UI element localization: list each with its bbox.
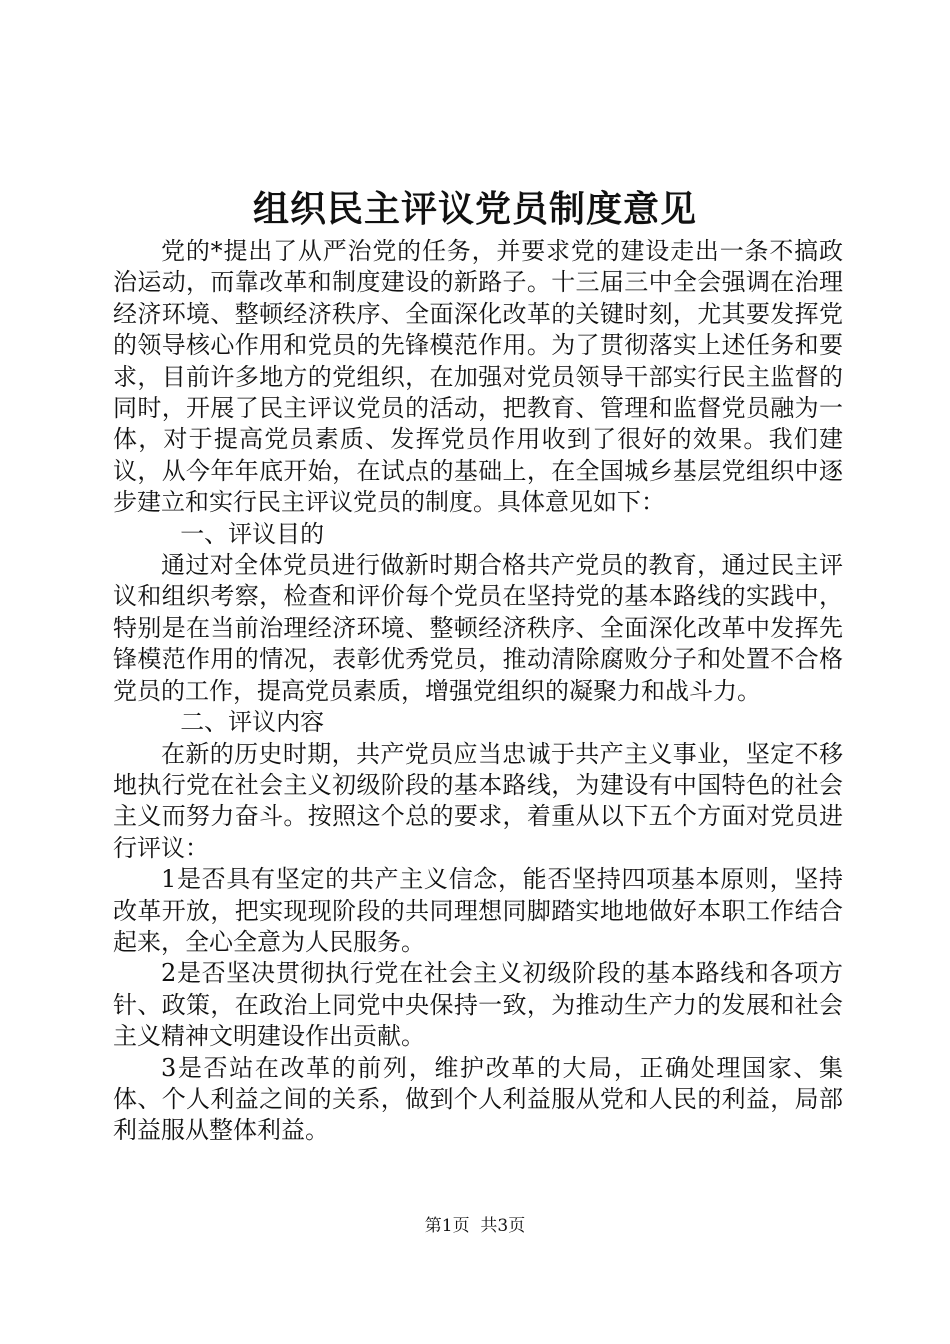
paragraph-content: 在新的历史时期，共产党员应当忠诚于共产主义事业，坚定不移地执行党在社会主义初级阶段的基本路线，为建设有中国特色的社会主义而努力奋斗。按照这个总的要求，着重从以下五个方面对党员进行评议： <box>113 739 843 862</box>
page-number: 第1页 <box>424 1216 470 1236</box>
paragraph-intro: 党的*提出了从严治党的任务，并要求党的建设走出一条不搞政治运动，而靠改革和制度建设的新路子。十三届三中全会强调在治理经济环境、整顿经济秩序、全面深化改革的关键时刻，尤其要发挥党的领导核心作用和党员的先锋模范作用。为了贯彻落实上述任务和要求，目前许多地方的党组织，在加强对党员领导干部实行民主监督的同时，开展了民主评议党员的活动，把教育、管理和监督党员融为一体，对于提高党员素质、发挥党员作用收到了很好的效果。我们建议，从今年年底开始，在试点的基础上，在全国城乡基层党组织中逐步建立和实行民主评议党员的制度。具体意见如下： <box>113 237 843 517</box>
list-item-1: 1是否具有坚定的共产主义信念，能否坚持四项基本原则，坚持改革开放，把实现现阶段的共同理想同脚踏实地地做好本职工作结合起来，全心全意为人民服务。 <box>113 865 843 956</box>
page-footer <box>0 1214 950 1238</box>
footer-separator <box>470 1216 481 1236</box>
paragraph-purpose: 通过对全体党员进行做新时期合格共产党员的教育，通过民主评议和组织考察，检查和评价每个党员在坚持党的基本路线的实践中，特别是在当前治理经济环境、整顿经济秩序、全面深化改革中发挥先锋模范作用的情况，表彰优秀党员，推动清除腐败分子和处置不合格党员的工作，提高党员素质，增强党组织的凝聚力和战斗力。 <box>113 551 843 705</box>
list-item-3: 3是否站在改革的前列，维护改革的大局，正确处理国家、集体、个人利益之间的关系，做到个人利益服从党和人民的利益，局部利益服从整体利益。 <box>113 1053 843 1145</box>
document-body <box>113 236 843 1147</box>
page-total: 共3页 <box>480 1216 526 1236</box>
section-heading-purpose: 一、评议目的 <box>180 519 325 548</box>
document-title: 组织民主评议党员制度意见 <box>252 188 697 230</box>
section-heading-content: 二、评议内容 <box>180 708 325 737</box>
list-item-2: 2是否坚决贯彻执行党在社会主义初级阶段的基本路线和各项方针、政策，在政治上同党中央保持一致，为推动生产力的发展和社会主义精神文明建设作出贡献。 <box>113 959 843 1051</box>
